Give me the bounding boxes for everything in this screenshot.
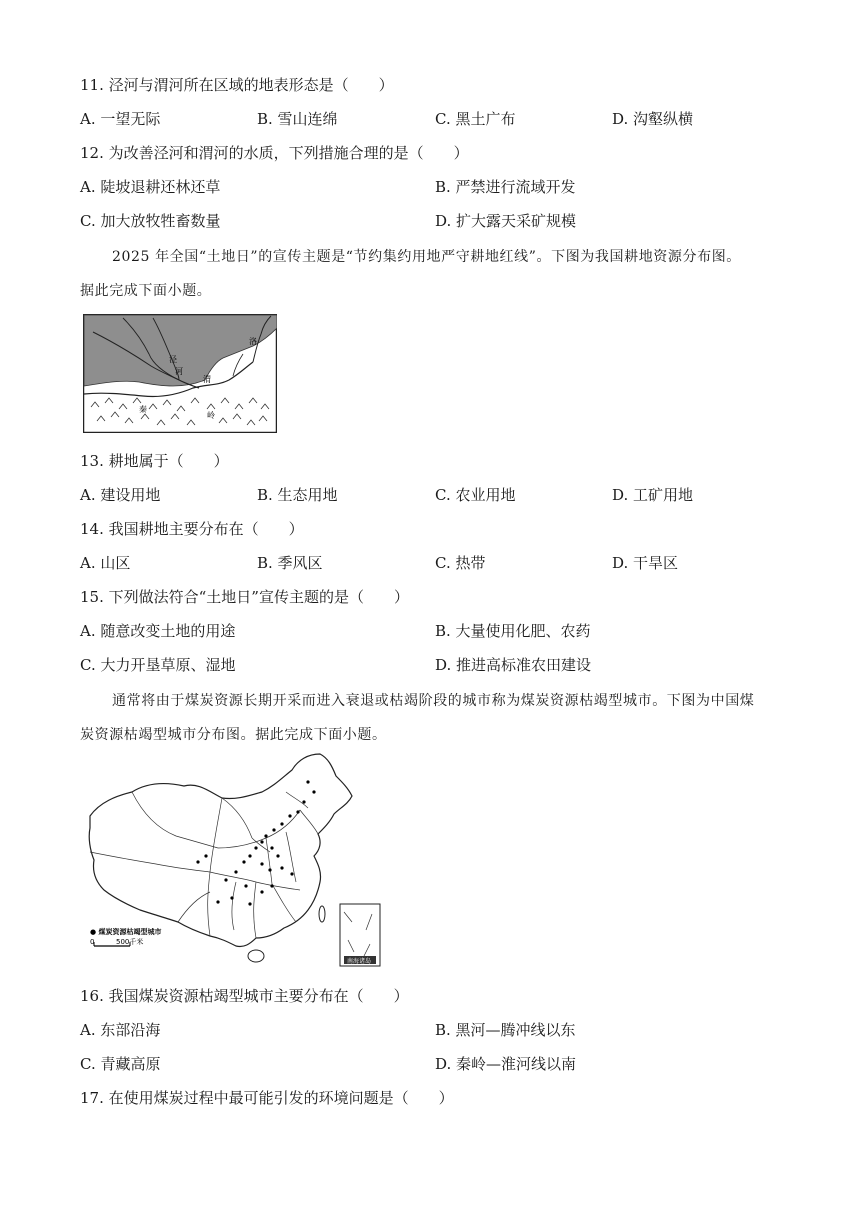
- coal-city-dot: [296, 810, 299, 813]
- question-16-stem: 16. 我国煤炭资源枯竭型城市主要分布在（ ）: [80, 987, 409, 1005]
- map1-label-luo-1: 洛: [249, 337, 257, 346]
- q14-option-a: A. 山区: [80, 554, 131, 572]
- coal-city-dot: [216, 900, 219, 903]
- q11-option-b: B. 雪山连绵: [257, 110, 338, 128]
- coal-city-dot: [260, 840, 263, 843]
- coal-city-dot: [288, 814, 291, 817]
- scale-zero: 0: [90, 938, 95, 946]
- coal-city-dot: [276, 854, 279, 857]
- q12-option-a: A. 陡坡退耕还林还草: [80, 178, 221, 196]
- q12-option-d: D. 扩大露天采矿规模: [435, 212, 577, 230]
- coal-city-dot: [280, 866, 283, 869]
- coal-city-dot: [302, 800, 305, 803]
- q14-option-b: B. 季风区: [257, 554, 323, 572]
- q13-option-d: D. 工矿用地: [612, 486, 694, 504]
- question-15-stem: 15. 下列做法符合“土地日”宣传主题的是（ ）: [80, 588, 409, 606]
- q13-option-b: B. 生态用地: [257, 486, 338, 504]
- coal-city-dot: [306, 780, 309, 783]
- q12-option-b: B. 严禁进行流域开发: [435, 178, 576, 196]
- coal-city-dot: [242, 860, 245, 863]
- coal-city-dot: [248, 902, 251, 905]
- coal-city-dot: [312, 790, 315, 793]
- q14-option-c: C. 热带: [435, 554, 486, 572]
- coal-city-dot: [204, 854, 207, 857]
- q15-option-b: B. 大量使用化肥、农药: [435, 622, 591, 640]
- coal-city-dot: [260, 890, 263, 893]
- q15-option-c: C. 大力开垦草原、湿地: [80, 656, 236, 674]
- map1-label-he: 河: [175, 367, 183, 376]
- q13-option-c: C. 农业用地: [435, 486, 516, 504]
- q12-option-c: C. 加大放牧牲畜数量: [80, 212, 221, 230]
- inset-label: 南海诸岛: [347, 958, 372, 965]
- map1-label-ling: 岭: [207, 411, 215, 420]
- river-region-map: [83, 314, 277, 433]
- china-coal-cities-map: [86, 752, 386, 970]
- coal-city-dot: [224, 878, 227, 881]
- coal-city-dot: [196, 860, 199, 863]
- q13-option-a: A. 建设用地: [80, 486, 161, 504]
- q16-option-c: C. 青藏高原: [80, 1055, 161, 1073]
- coal-city-dot: [270, 884, 273, 887]
- coal-city-dot: [248, 854, 251, 857]
- question-12-stem: 12. 为改善泾河和渭河的水质，下列措施合理的是（ ）: [80, 144, 469, 162]
- coal-city-dot: [254, 846, 257, 849]
- question-13-stem: 13. 耕地属于（ ）: [80, 452, 229, 470]
- q16-option-b: B. 黑河—腾冲线以东: [435, 1021, 576, 1039]
- coal-city-dot: [260, 862, 263, 865]
- q16-option-d: D. 秦岭—淮河线以南: [435, 1055, 577, 1073]
- q11-option-a: A. 一望无际: [80, 110, 161, 128]
- coal-city-dot: [234, 870, 237, 873]
- coal-city-dot: [290, 872, 293, 875]
- passage-1-line-1: 2025 年全国“土地日”的宣传主题是“节约集约用地严守耕地红线”。下图为我国耕地资源分布图。: [112, 249, 741, 265]
- question-17-stem: 17. 在使用煤炭过程中最可能引发的环境问题是（ ）: [80, 1089, 454, 1107]
- map1-label-jing-1: 泾: [169, 355, 177, 364]
- coal-city-dot: [244, 884, 247, 887]
- coal-city-dot: [270, 846, 273, 849]
- question-14-stem: 14. 我国耕地主要分布在（ ）: [80, 520, 304, 538]
- passage-2-line-2: 炭资源枯竭型城市分布图。据此完成下面小题。: [80, 727, 387, 743]
- coal-city-dot: [264, 834, 267, 837]
- map1-label-wei-2: 渭: [203, 375, 211, 384]
- map2-legend: ● 煤炭资源枯竭型城市: [90, 928, 162, 936]
- q15-option-d: D. 推进高标准农田建设: [435, 656, 592, 674]
- q15-option-a: A. 随意改变土地的用途: [80, 622, 236, 640]
- q11-option-c: C. 黑土广布: [435, 110, 516, 128]
- map1-label-qin: 秦: [139, 405, 147, 414]
- q14-option-d: D. 干旱区: [612, 554, 679, 572]
- passage-2-line-1: 通常将由于煤炭资源长期开采而进入衰退或枯竭阶段的城市称为煤炭资源枯竭型城市。下图为中国煤: [112, 693, 755, 709]
- coal-city-dot: [272, 828, 275, 831]
- coal-city-dot: [268, 868, 271, 871]
- passage-1-line-2: 据此完成下面小题。: [80, 283, 212, 299]
- coal-city-dot: [280, 822, 283, 825]
- scale-label: 500千米: [116, 938, 144, 946]
- q16-option-a: A. 东部沿海: [80, 1021, 161, 1039]
- q11-option-d: D. 沟壑纵横: [612, 110, 694, 128]
- question-11-stem: 11. 泾河与渭河所在区域的地表形态是（ ）: [80, 76, 394, 94]
- coal-city-dot: [230, 896, 233, 899]
